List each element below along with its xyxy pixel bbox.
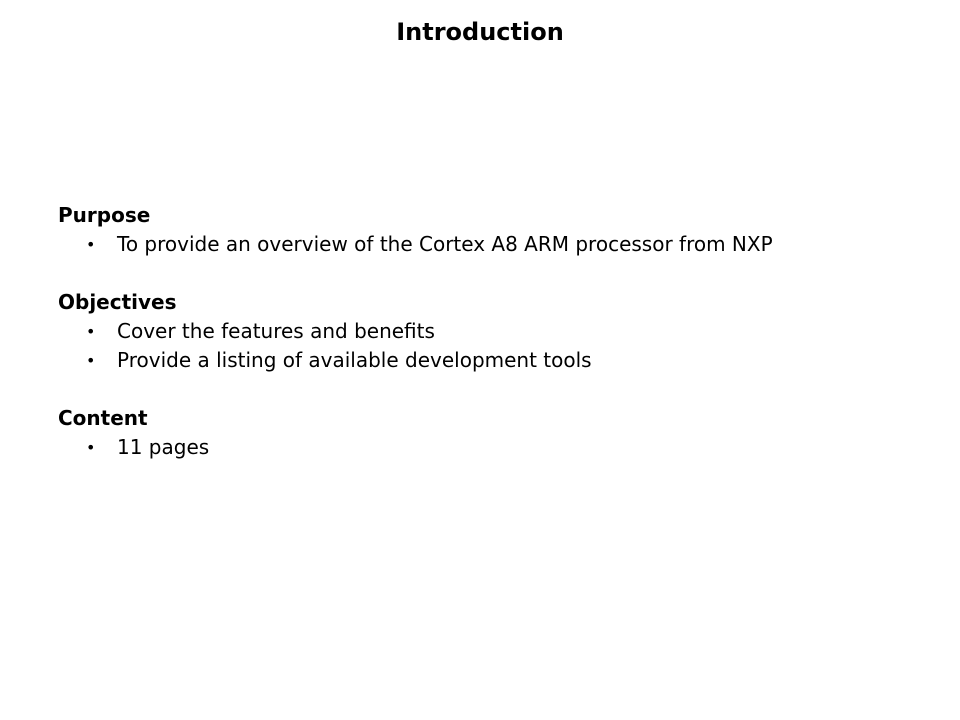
list-item-text: To provide an overview of the Cortex A8 ARM processor from NXP xyxy=(117,232,773,256)
bullet-list xyxy=(58,317,938,375)
bullet-list xyxy=(58,433,938,462)
section-heading: Content xyxy=(58,406,148,430)
bullet-icon: • xyxy=(86,438,96,457)
list-item xyxy=(58,346,938,375)
bullet-icon: • xyxy=(86,322,96,341)
section-objectives xyxy=(58,287,938,375)
slide-content xyxy=(58,200,938,490)
list-item-text: 11 pages xyxy=(117,435,210,459)
section-content xyxy=(58,403,938,462)
list-item xyxy=(58,230,938,259)
slide-title: Introduction xyxy=(396,18,564,46)
section-heading: Objectives xyxy=(58,290,177,314)
bullet-icon: • xyxy=(86,235,96,254)
list-item xyxy=(58,433,938,462)
list-item xyxy=(58,317,938,346)
bullet-icon: • xyxy=(86,351,96,370)
bullet-list xyxy=(58,230,938,259)
list-item-text: Provide a listing of available development tools xyxy=(117,348,592,372)
section-heading: Purpose xyxy=(58,203,151,227)
list-item-text: Cover the features and benefits xyxy=(117,319,435,343)
section-purpose xyxy=(58,200,938,259)
